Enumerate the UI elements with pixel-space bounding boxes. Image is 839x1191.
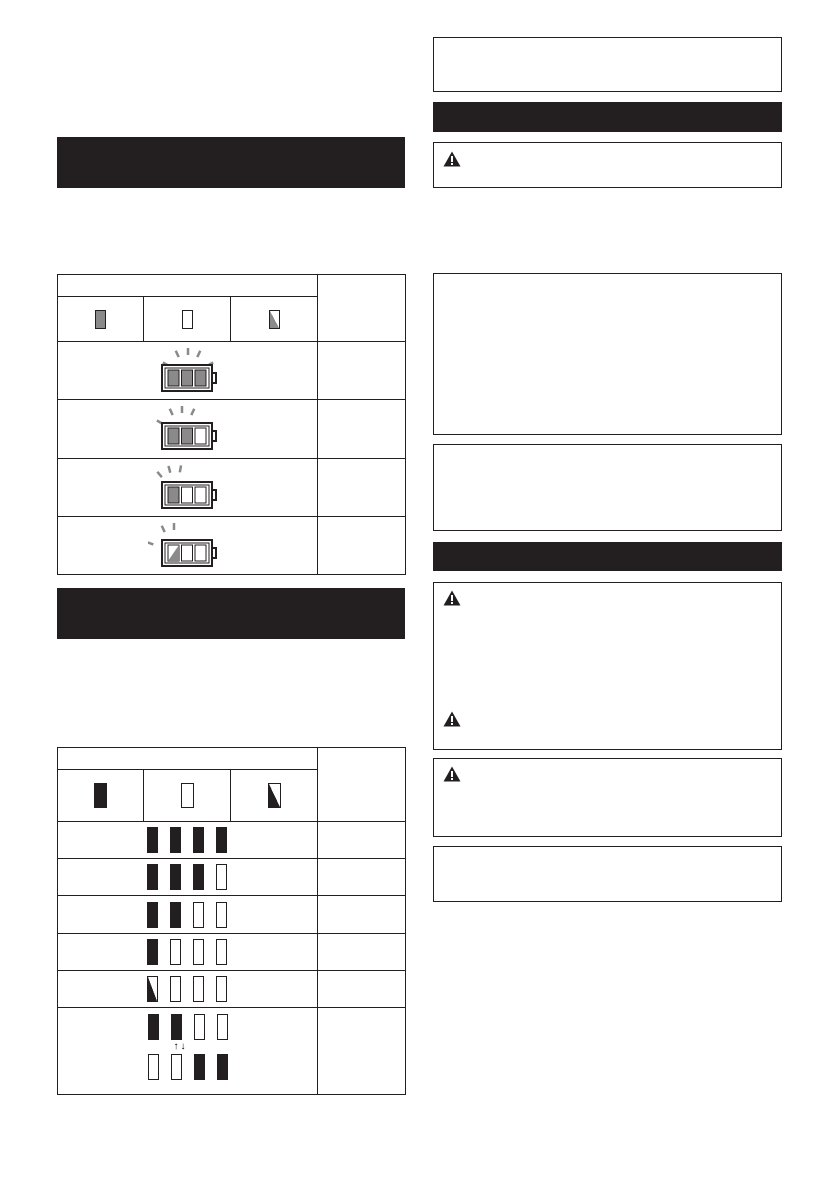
capacity-cell-6 (318, 1008, 406, 1095)
led-lit-icon (147, 902, 158, 928)
warning-box-1 (433, 582, 782, 750)
battery-terminal (212, 431, 216, 441)
battery-segment (195, 428, 206, 444)
led-off-icon (216, 939, 227, 965)
light-ray (168, 465, 170, 472)
led-off-icon (148, 1054, 159, 1080)
capacity-cell-1 (318, 342, 406, 400)
capacity-cell-2 (318, 400, 406, 459)
light-ray (175, 350, 178, 356)
led-row-1 (58, 822, 318, 859)
battery-segment (181, 428, 192, 444)
led-row-5 (58, 971, 318, 1008)
led-lit-icon (170, 902, 181, 928)
battery-icon (58, 405, 317, 453)
led-off-icon (193, 939, 204, 965)
capacity-cell-3 (318, 896, 406, 934)
led-off-icon (194, 1014, 205, 1040)
light-ray (191, 409, 194, 415)
led-lit-icon (193, 864, 204, 890)
warning-triangle-icon (443, 711, 461, 732)
capacity-cell-3 (318, 459, 406, 517)
led-lit-icon (147, 939, 158, 965)
note-box-1 (433, 37, 782, 92)
blinking-black-indicator-icon (268, 783, 281, 808)
led-off-icon (216, 902, 227, 928)
capacity-cell-5 (318, 971, 406, 1008)
led-row-4 (58, 934, 318, 971)
legend-lit (58, 297, 144, 342)
battery-segment (181, 370, 192, 386)
led-off-icon (170, 939, 181, 965)
light-ray (169, 409, 172, 415)
caution-box-1 (433, 142, 782, 188)
light-ray (157, 471, 161, 476)
note-box-4 (433, 846, 782, 902)
caution-box-2 (433, 758, 782, 837)
battery-terminal (212, 548, 216, 558)
led-off-icon (216, 864, 227, 890)
battery-icon (58, 522, 317, 570)
light-ray (179, 465, 180, 472)
legend-blinking (231, 770, 318, 822)
led-lit-icon (193, 827, 204, 853)
remaining-capacity-header (318, 748, 406, 822)
led-off-icon (216, 976, 227, 1002)
off-indicator-icon (182, 310, 193, 329)
section-heading-bar-1 (57, 137, 405, 188)
section-heading-bar-3 (433, 102, 782, 132)
led-off-icon (170, 976, 181, 1002)
capacity-cell-1 (318, 822, 406, 859)
led-off-icon (193, 976, 204, 1002)
lit-grey-indicator-icon (95, 310, 106, 329)
battery-segment (195, 487, 206, 503)
led-lit-icon (216, 827, 227, 853)
capacity-cell-4 (318, 934, 406, 971)
battery-row-4 (58, 517, 318, 575)
battery-row-2 (58, 400, 318, 459)
led-off-icon (217, 1014, 228, 1040)
battery-segment (195, 370, 206, 386)
battery-icon (58, 347, 317, 395)
warning-triangle-icon (443, 590, 461, 611)
led-lit-icon (170, 864, 181, 890)
light-ray (161, 525, 164, 531)
battery-row-3 (58, 459, 318, 517)
battery-segment (181, 487, 192, 503)
section-heading-bar-2 (57, 588, 405, 639)
warning-triangle-icon (443, 151, 461, 172)
lit-black-indicator-icon (94, 783, 107, 808)
battery-indicator-table (57, 274, 406, 575)
capacity-cell-2 (318, 859, 406, 896)
battery-segment (168, 370, 179, 386)
battery-segment (181, 545, 192, 561)
section-heading-bar-4 (433, 542, 782, 571)
battery-terminal (212, 490, 216, 500)
legend-lit (58, 770, 144, 822)
led-alternating-bottom (58, 1054, 317, 1080)
led-off-icon (171, 1054, 182, 1080)
led-alternating-top (58, 1014, 317, 1040)
battery-segment (195, 545, 206, 561)
led-lit-icon (147, 827, 158, 853)
capacity-cell-4 (318, 517, 406, 575)
battery-row-1 (58, 342, 318, 400)
led-blinking-icon (147, 976, 158, 1002)
battery-segment (168, 487, 179, 503)
battery-terminal (212, 373, 216, 383)
led-lit-icon (170, 827, 181, 853)
indicator-lamps-header (58, 748, 318, 770)
legend-off (144, 770, 231, 822)
light-ray (148, 542, 153, 544)
led-lit-icon (217, 1054, 228, 1080)
led-row-2 (58, 859, 318, 896)
remaining-capacity-header (318, 275, 406, 342)
alternating-arrows: ↑↓ (173, 1041, 188, 1052)
battery-segment (168, 428, 179, 444)
light-ray (197, 350, 200, 356)
led-indicator-table (57, 747, 406, 1095)
led-lit-icon (148, 1014, 159, 1040)
led-lit-icon (194, 1054, 205, 1080)
led-row-alternating (58, 1008, 318, 1095)
blinking-grey-indicator-icon (269, 310, 280, 329)
led-off-icon (193, 902, 204, 928)
legend-blinking (231, 297, 318, 342)
legend-off (144, 297, 231, 342)
led-lit-icon (147, 864, 158, 890)
off-indicator-icon (181, 783, 194, 808)
warning-triangle-icon (443, 766, 461, 787)
battery-icon (58, 464, 317, 512)
note-box-3 (433, 444, 782, 531)
led-row-3 (58, 896, 318, 934)
led-lit-icon (171, 1014, 182, 1040)
indicator-lamps-header (58, 275, 318, 297)
note-box-2 (433, 273, 782, 435)
